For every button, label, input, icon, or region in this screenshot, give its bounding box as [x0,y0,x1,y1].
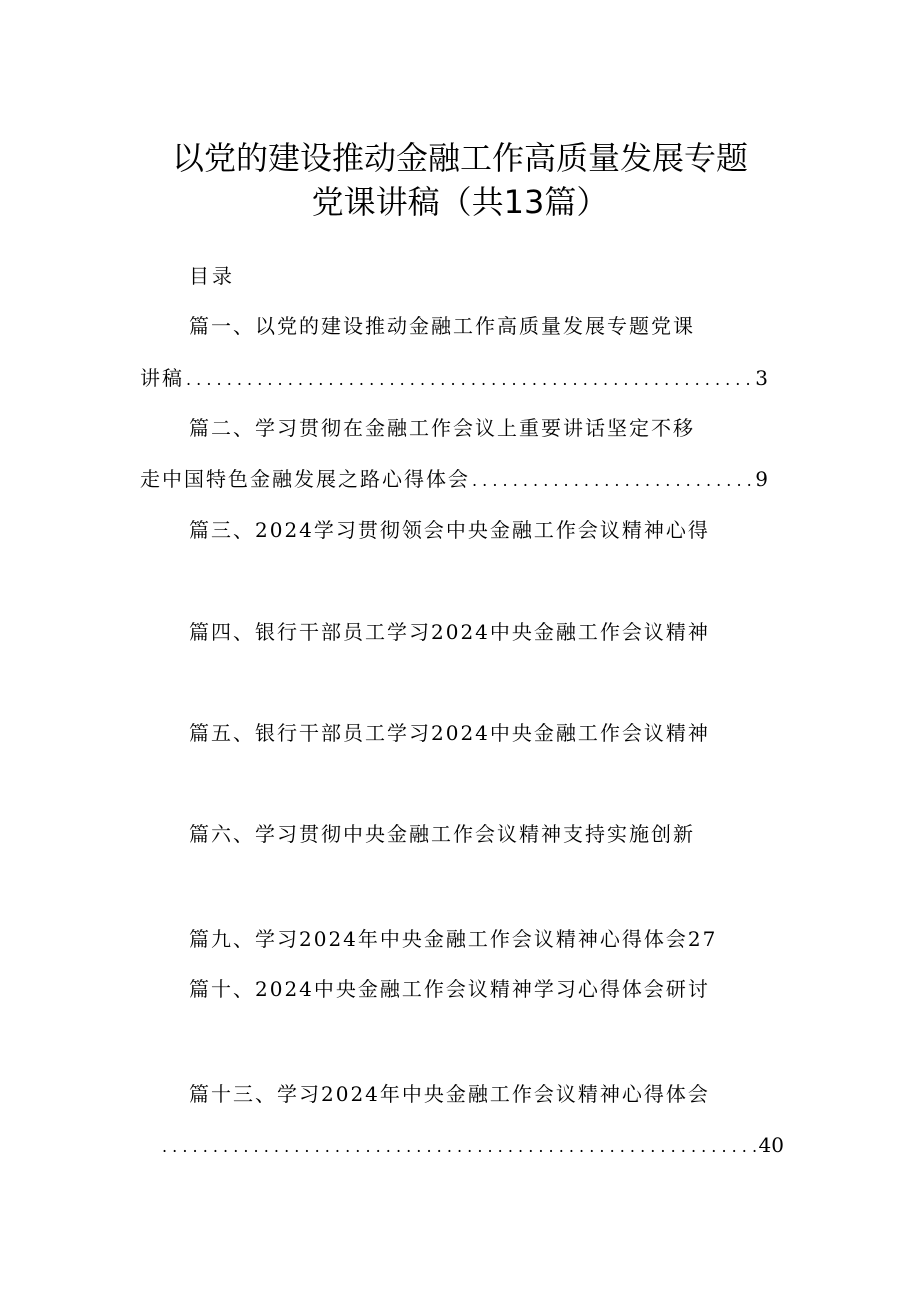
toc-entry-13-page-number: 40 [758,1133,784,1157]
toc-entry-4[interactable]: 篇四、银行干部员工学习2024中央金融工作会议精神 [189,620,710,644]
toc-heading: 目录 [189,264,235,288]
toc-entry-2-page-number: 9 [755,467,768,491]
toc-entry-6[interactable]: 篇六、学习贯彻中央金融工作会议精神支持实施创新 [189,822,695,846]
toc-entry-1-page-number: 3 [755,366,768,390]
toc-entry-1-continuation: 讲稿 [140,366,184,390]
toc-entry-1-line-1[interactable]: 篇一、以党的建设推动金融工作高质量发展专题党课 [189,314,695,338]
toc-entry-3[interactable]: 篇三、2024学习贯彻领会中央金融工作会议精神心得 [189,518,710,542]
toc-entry-5[interactable]: 篇五、银行干部员工学习2024中央金融工作会议精神 [189,721,710,745]
toc-dot-leader [186,364,753,394]
toc-entry-2-continuation: 走中国特色金融发展之路心得体会 [140,467,470,491]
toc-entry-2-line-1[interactable]: 篇二、学习贯彻在金融工作会议上重要讲话坚定不移 [189,416,695,440]
toc-entry-1-line-2[interactable] [140,364,768,394]
document-title-line-2: 党课讲稿（共13篇） [311,183,609,221]
toc-entry-13[interactable]: 篇十三、学习2024年中央金融工作会议精神心得体会 [189,1082,710,1106]
toc-entry-10[interactable]: 篇十、2024中央金融工作会议精神学习心得体会研讨 [189,977,710,1001]
toc-dot-leader [162,1131,757,1161]
toc-entry-13-line-2[interactable] [160,1131,784,1161]
toc-entry-2-line-2[interactable] [140,465,768,495]
document-title-line-1: 以党的建设推动金融工作高质量发展专题 [171,139,748,177]
toc-dot-leader [472,465,753,495]
toc-entry-9[interactable]: 篇九、学习2024年中央金融工作会议精神心得体会27 [189,927,718,951]
